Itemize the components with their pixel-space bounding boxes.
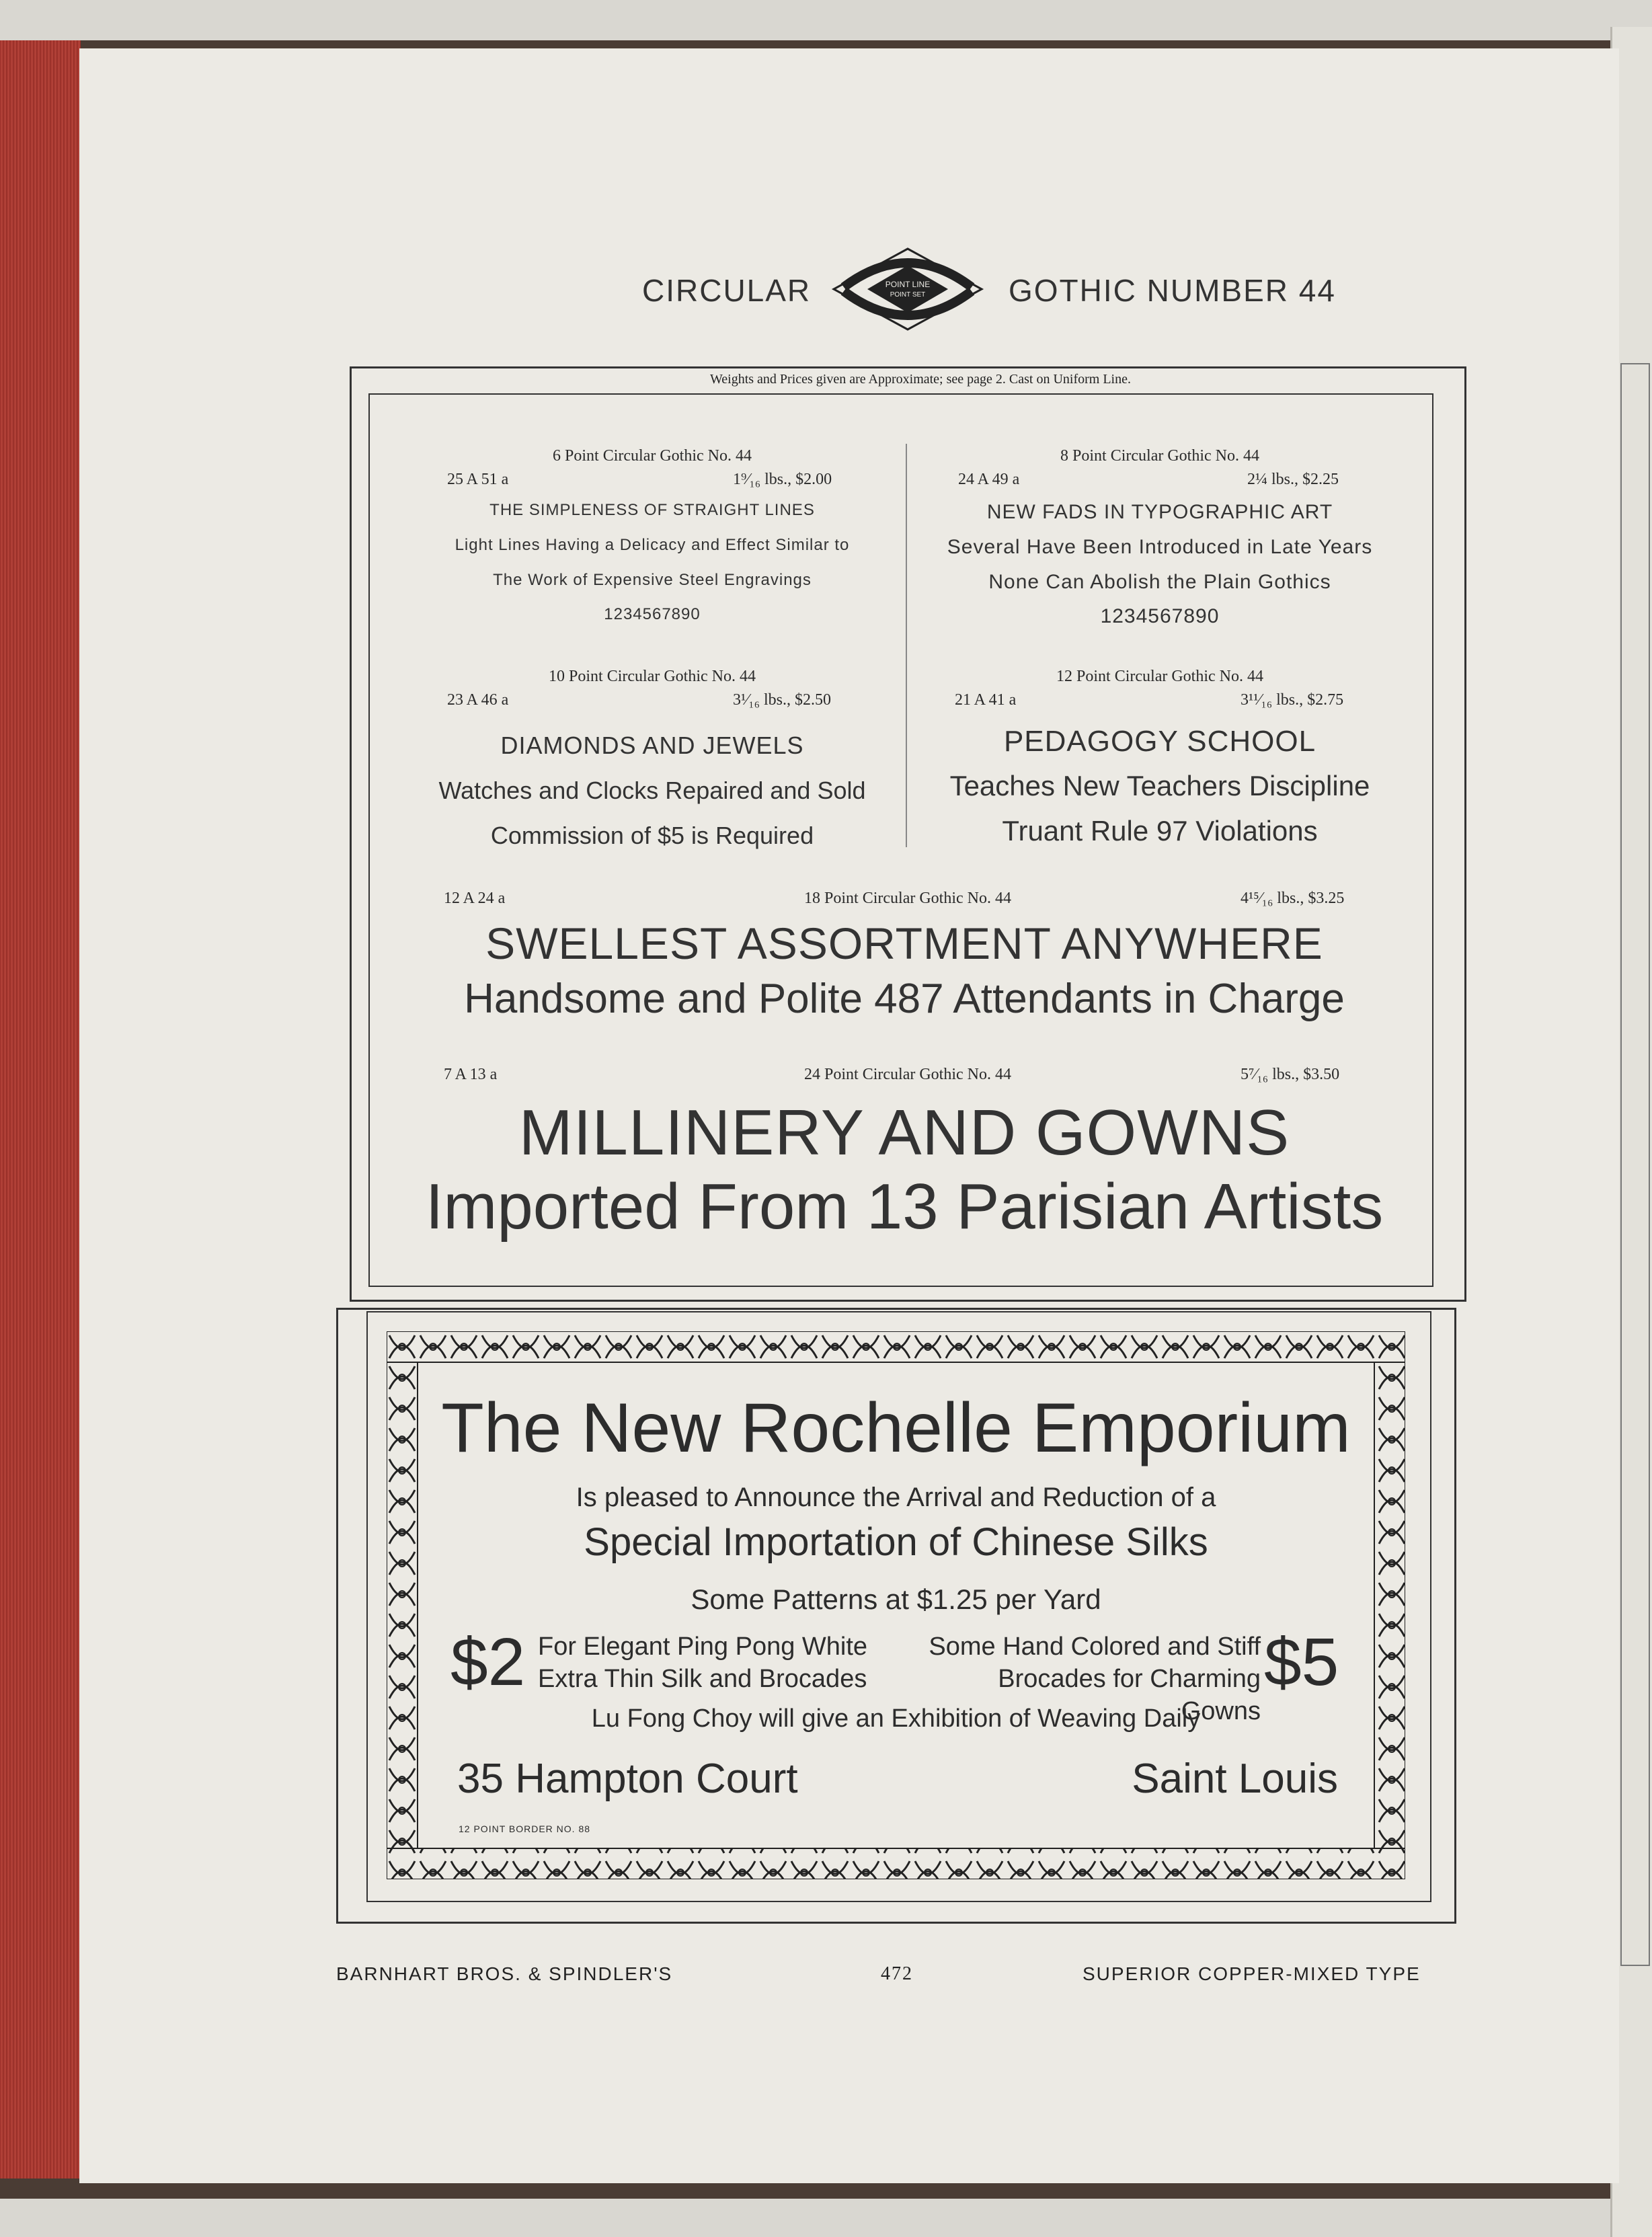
ad-line: Special Importation of Chinese Silks [584, 1520, 1208, 1564]
ad-left-text-line: Extra Thin Silk and Brocades [538, 1665, 867, 1693]
specimen-line: 1234567890 [1100, 605, 1220, 627]
specimen-count: 25 A 51 a [447, 471, 509, 488]
specimen-line: Truant Rule 97 Violations [1002, 815, 1318, 847]
ad-right-text-line: Brocades for Charming Gowns [998, 1665, 1261, 1725]
specimen-line: 1234567890 [604, 605, 701, 623]
specimen-line: DIAMONDS AND JEWELS [500, 732, 804, 759]
specimen-price: 3¹¹⁄₁₆ lbs., $2.75 [1241, 691, 1344, 709]
specimen-price: 3¹⁄₁₆ lbs., $2.50 [733, 691, 831, 709]
specimen-line: Handsome and Polite 487 Attendants in Charge [464, 976, 1345, 1022]
facing-page-border [1620, 363, 1650, 1966]
ad-line: Is pleased to Announce the Arrival and Reduction of a [576, 1483, 1216, 1512]
specimen-heading: 18 Point Circular Gothic No. 44 [804, 890, 1011, 907]
ad-left-text [538, 1631, 867, 1695]
specimen-line: THE SIMPLENESS OF STRAIGHT LINES [489, 501, 815, 519]
specimen-count: 23 A 46 a [447, 691, 509, 709]
logo-text-line: POINT LINE [885, 280, 931, 289]
footer-right: SUPERIOR COPPER-MIXED TYPE [1083, 1963, 1421, 1984]
specimen-line: The Work of Expensive Steel Engravings [493, 571, 812, 589]
specimen-price: 1⁹⁄₁₆ lbs., $2.00 [733, 471, 832, 488]
ad-left-text-line: For Elegant Ping Pong White [538, 1633, 868, 1661]
ad-title: The New Rochelle Emporium [441, 1389, 1351, 1467]
superior-copper-logo-icon [830, 245, 985, 333]
specimen-count: 7 A 13 a [444, 1066, 498, 1083]
footer-left: BARNHART BROS. & SPINDLER'S [336, 1963, 673, 1984]
ad-price-left: $2 [450, 1624, 526, 1700]
specimen-line: Imported From 13 Parisian Artists [425, 1171, 1384, 1243]
specimen-heading: 12 Point Circular Gothic No. 44 [1056, 668, 1263, 685]
ad-line: Lu Fong Choy will give an Exhibition of Weaving Daily [591, 1704, 1201, 1733]
specimen-line: Light Lines Having a Delicacy and Effect Similar to [455, 536, 850, 554]
specimen-line: Several Have Been Introduced in Late Years [947, 536, 1373, 558]
page-header [0, 245, 1652, 333]
logo-text-line: POINT SET [890, 291, 926, 299]
specimen-line: Watches and Clocks Repaired and Sold [438, 777, 866, 804]
specimen-price: 4¹⁵⁄₁₆ lbs., $3.25 [1241, 890, 1345, 907]
specimen-price: 2¼ lbs., $2.25 [1247, 471, 1339, 488]
page-number: 472 [881, 1963, 913, 1984]
ad-city: Saint Louis [1132, 1756, 1338, 1802]
specimen-line: Commission of $5 is Required [490, 822, 814, 849]
specimen-count: 24 A 49 a [958, 471, 1020, 488]
specimen-line: MILLINERY AND GOWNS [518, 1097, 1290, 1169]
border-note: 12 POINT BORDER NO. 88 [459, 1823, 591, 1834]
ad-address: 35 Hampton Court [457, 1756, 798, 1802]
specimen-price: 5⁷⁄₁₆ lbs., $3.50 [1241, 1066, 1340, 1083]
specimen-heading: 24 Point Circular Gothic No. 44 [804, 1066, 1011, 1083]
specimen-count: 12 A 24 a [444, 890, 506, 907]
specimen-heading: 8 Point Circular Gothic No. 44 [1060, 447, 1259, 465]
ad-right-text-line: Some Hand Colored and Stiff [929, 1633, 1261, 1661]
specimen-line: None Can Abolish the Plain Gothics [988, 571, 1331, 593]
specimen-heading: 6 Point Circular Gothic No. 44 [553, 447, 752, 465]
ad-price-right: $5 [1264, 1624, 1339, 1700]
header-title-left: CIRCULAR [642, 273, 812, 308]
specimen-line: SWELLEST ASSORTMENT ANYWHERE [485, 918, 1323, 968]
specimen-line: PEDAGOGY SCHOOL [1003, 725, 1316, 758]
specimen-line: NEW FADS IN TYPOGRAPHIC ART [986, 501, 1333, 523]
specimen-count: 21 A 41 a [955, 691, 1017, 709]
specimen-line: Teaches New Teachers Discipline [949, 770, 1370, 801]
specimen-heading: 10 Point Circular Gothic No. 44 [549, 668, 756, 685]
column-divider [906, 444, 907, 847]
ad-line: Some Patterns at $1.25 per Yard [691, 1583, 1101, 1615]
book-page-edge [0, 40, 81, 2199]
header-title-right: GOTHIC NUMBER 44 [1009, 273, 1336, 308]
weights-caption: Weights and Prices given are Approximate; see page 2. Cast on Uniform Line. [608, 372, 1232, 387]
